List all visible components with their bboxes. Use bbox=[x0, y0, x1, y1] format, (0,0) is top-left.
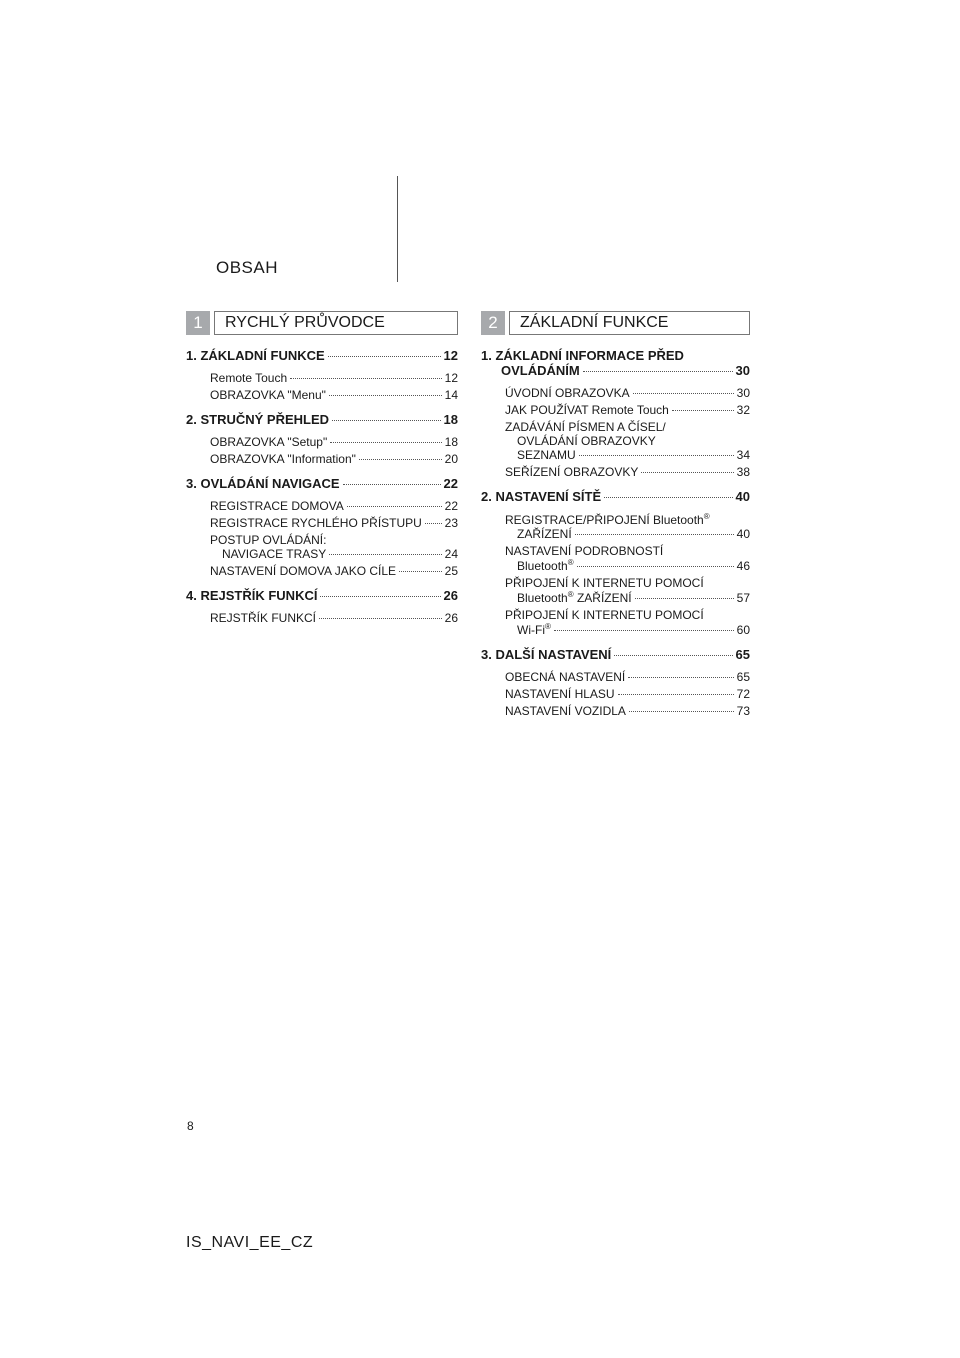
toc-entry[interactable] bbox=[505, 544, 750, 573]
toc-chapter[interactable] bbox=[481, 489, 750, 504]
entry-title-line2: OVLÁDÁNÍ OBRAZOVKY bbox=[517, 434, 656, 448]
leader-dots bbox=[399, 571, 442, 572]
section-header-1 bbox=[186, 311, 458, 335]
entry-title: NASTAVENÍ HLASU bbox=[505, 687, 615, 701]
entry-page: 22 bbox=[444, 499, 458, 513]
toc-entry[interactable] bbox=[210, 564, 458, 578]
section-title: ZÁKLADNÍ FUNKCE bbox=[509, 311, 750, 335]
leader-dots bbox=[579, 455, 734, 456]
toc-chapter[interactable] bbox=[186, 412, 458, 427]
entry-title: NASTAVENÍ DOMOVA JAKO CÍLE bbox=[210, 564, 397, 578]
toc-entry[interactable] bbox=[505, 465, 750, 479]
entry-title-line2: NAVIGACE TRASY bbox=[222, 547, 327, 561]
toc-chapter[interactable] bbox=[186, 476, 458, 491]
entry-page: 60 bbox=[736, 623, 750, 637]
toc-entry[interactable] bbox=[505, 512, 750, 541]
toc-entry[interactable] bbox=[505, 386, 750, 400]
entry-title-line1: ZADÁVÁNÍ PÍSMEN A ČÍSEL/ bbox=[505, 420, 666, 434]
chapter-title: 4. REJSTŘÍK FUNKCÍ bbox=[186, 588, 318, 603]
leader-dots bbox=[641, 472, 733, 473]
toc-chapter[interactable] bbox=[481, 348, 750, 378]
toc-entry[interactable] bbox=[210, 516, 458, 530]
entry-page: 40 bbox=[736, 527, 750, 541]
leader-dots bbox=[329, 554, 441, 555]
leader-dots bbox=[583, 371, 733, 372]
toc-entry[interactable] bbox=[505, 403, 750, 417]
entry-title: ÚVODNÍ OBRAZOVKA bbox=[505, 386, 630, 400]
header-divider-line bbox=[397, 176, 398, 282]
toc-entry[interactable] bbox=[505, 687, 750, 701]
entry-page: 23 bbox=[444, 516, 458, 530]
leader-dots bbox=[425, 523, 442, 524]
toc-entry[interactable] bbox=[505, 704, 750, 718]
entry-page: 73 bbox=[736, 704, 750, 718]
chapter-page: 22 bbox=[443, 476, 458, 491]
entry-page: 24 bbox=[444, 547, 458, 561]
entry-page: 72 bbox=[736, 687, 750, 701]
toc-entry[interactable] bbox=[210, 452, 458, 466]
document-code: IS_NAVI_EE_CZ bbox=[186, 1234, 314, 1251]
toc-chapter[interactable] bbox=[186, 348, 458, 363]
leader-dots bbox=[628, 677, 733, 678]
chapter-title: 3. DALŠÍ NASTAVENÍ bbox=[481, 647, 612, 662]
toc-entry[interactable] bbox=[210, 388, 458, 402]
entry-title: OBRAZOVKA "Setup" bbox=[210, 435, 328, 449]
toc-entry[interactable] bbox=[505, 608, 750, 637]
chapter-title: 2. NASTAVENÍ SÍTĚ bbox=[481, 489, 602, 504]
entry-page: 20 bbox=[444, 452, 458, 466]
entry-title: Remote Touch bbox=[210, 371, 288, 385]
section-number: 2 bbox=[481, 311, 505, 335]
entry-page: 14 bbox=[444, 388, 458, 402]
section-title: RYCHLÝ PRŮVODCE bbox=[214, 311, 458, 335]
entry-page: 26 bbox=[444, 611, 458, 625]
leader-dots bbox=[343, 484, 441, 485]
entry-page: 18 bbox=[444, 435, 458, 449]
entry-title: OBECNÁ NASTAVENÍ bbox=[505, 670, 626, 684]
leader-dots bbox=[332, 420, 441, 421]
toc-entry[interactable] bbox=[505, 576, 750, 605]
chapter-page: 30 bbox=[735, 363, 750, 378]
toc-chapter[interactable] bbox=[186, 588, 458, 603]
entry-title-line1: PŘIPOJENÍ K INTERNETU POMOCÍ bbox=[505, 608, 704, 622]
toc-column-1 bbox=[186, 348, 458, 635]
leader-dots bbox=[328, 356, 441, 357]
page-title: OBSAH bbox=[216, 258, 279, 277]
leader-dots bbox=[347, 506, 442, 507]
toc-entry[interactable] bbox=[210, 611, 458, 625]
leader-dots bbox=[604, 497, 732, 498]
page-number: 8 bbox=[187, 1119, 194, 1133]
entry-title-line1: REGISTRACE/PŘIPOJENÍ Bluetooth® bbox=[505, 512, 710, 527]
toc-entry[interactable] bbox=[210, 533, 458, 561]
entry-title-line3: SEZNAMU bbox=[517, 448, 576, 462]
leader-dots bbox=[672, 410, 734, 411]
entry-title-line2: Bluetooth® bbox=[517, 558, 574, 573]
entry-title: JAK POUŽÍVAT Remote Touch bbox=[505, 403, 669, 417]
leader-dots bbox=[614, 655, 732, 656]
leader-dots bbox=[554, 630, 734, 631]
entry-title-line1: POSTUP OVLÁDÁNÍ: bbox=[210, 533, 327, 547]
toc-entry[interactable] bbox=[505, 420, 750, 462]
chapter-page: 26 bbox=[443, 588, 458, 603]
entry-page: 25 bbox=[444, 564, 458, 578]
entry-title: OBRAZOVKA "Menu" bbox=[210, 388, 326, 402]
entry-title-line2: Wi-Fi® bbox=[517, 622, 551, 637]
toc-column-2 bbox=[481, 348, 750, 728]
entry-page: 30 bbox=[736, 386, 750, 400]
entry-title-line2: Bluetooth® ZAŘÍZENÍ bbox=[517, 590, 632, 605]
entry-page: 38 bbox=[736, 465, 750, 479]
toc-entry[interactable] bbox=[210, 435, 458, 449]
chapter-title: 1. ZÁKLADNÍ FUNKCE bbox=[186, 348, 325, 363]
chapter-title: 2. STRUČNÝ PŘEHLED bbox=[186, 412, 330, 427]
leader-dots bbox=[633, 393, 734, 394]
section-header-2 bbox=[481, 311, 750, 335]
toc-entry[interactable] bbox=[505, 670, 750, 684]
entry-title: REGISTRACE DOMOVA bbox=[210, 499, 344, 513]
leader-dots bbox=[290, 378, 441, 379]
entry-title-line1: PŘIPOJENÍ K INTERNETU POMOCÍ bbox=[505, 576, 704, 590]
entry-title-line1: NASTAVENÍ PODROBNOSTÍ bbox=[505, 544, 664, 558]
chapter-page: 12 bbox=[443, 348, 458, 363]
toc-entry[interactable] bbox=[210, 371, 458, 385]
chapter-title: 3. OVLÁDÁNÍ NAVIGACE bbox=[186, 476, 340, 491]
leader-dots bbox=[618, 694, 734, 695]
chapter-page: 18 bbox=[443, 412, 458, 427]
entry-title: REGISTRACE RYCHLÉHO PŘÍSTUPU bbox=[210, 516, 422, 530]
entry-title: SEŘÍZENÍ OBRAZOVKY bbox=[505, 465, 639, 479]
entry-page: 32 bbox=[736, 403, 750, 417]
entry-title: REJSTŘÍK FUNKCÍ bbox=[210, 611, 317, 625]
leader-dots bbox=[329, 395, 442, 396]
leader-dots bbox=[629, 711, 734, 712]
entry-page: 12 bbox=[444, 371, 458, 385]
toc-entry[interactable] bbox=[210, 499, 458, 513]
leader-dots bbox=[577, 566, 734, 567]
entry-page: 57 bbox=[736, 591, 750, 605]
toc-chapter[interactable] bbox=[481, 647, 750, 662]
chapter-title-line1: 1. ZÁKLADNÍ INFORMACE PŘED bbox=[481, 348, 684, 363]
chapter-title-line2: OVLÁDÁNÍM bbox=[501, 363, 580, 378]
entry-page: 46 bbox=[736, 559, 750, 573]
chapter-page: 65 bbox=[735, 647, 750, 662]
leader-dots bbox=[359, 459, 442, 460]
entry-title-line2: ZAŘÍZENÍ bbox=[517, 527, 572, 541]
chapter-page: 40 bbox=[735, 489, 750, 504]
entry-page: 34 bbox=[736, 448, 750, 462]
entry-title: NASTAVENÍ VOZIDLA bbox=[505, 704, 626, 718]
section-number: 1 bbox=[186, 311, 210, 335]
leader-dots bbox=[635, 598, 734, 599]
leader-dots bbox=[319, 618, 442, 619]
leader-dots bbox=[320, 596, 440, 597]
entry-page: 65 bbox=[736, 670, 750, 684]
entry-title: OBRAZOVKA "Information" bbox=[210, 452, 356, 466]
leader-dots bbox=[330, 442, 441, 443]
leader-dots bbox=[575, 534, 734, 535]
